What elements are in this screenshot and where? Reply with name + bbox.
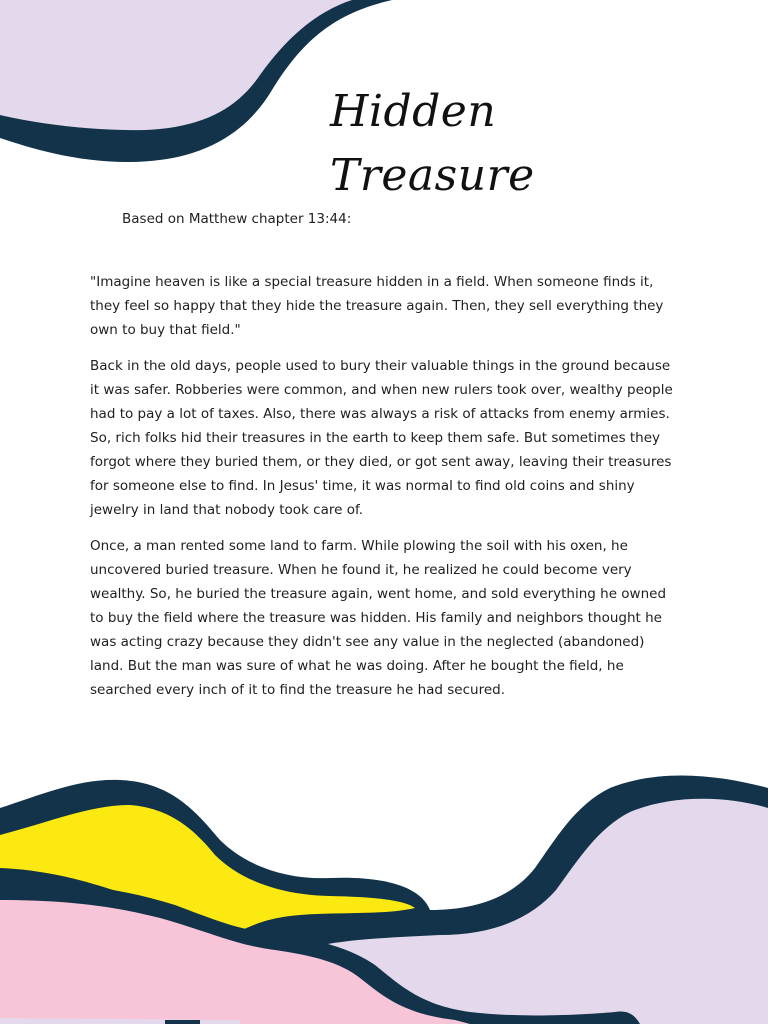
top-lavender-blob <box>0 0 352 130</box>
paragraph-history: Back in the old days, people used to bury their valuable things in the ground because it was safer. Robberies were common, and when new rulers took over, wealthy people had to pay a lot of taxes. Also, there was always a risk of attacks from enemy armies. So, rich folks hid their treasures in the earth to keep them safe. But sometimes they forgot where they buried them, or they died, or got sent away, leaving their treasures for someone else to find. In Jesus' time, it was normal to find old coins and shiny jewelry in land that nobody took care of. <box>90 358 673 518</box>
paragraph-quote: "Imagine heaven is like a special treasure hidden in a field. When someone finds it, they feel so happy that they hide the treasure again. Then, they sell everything they own to buy that field." <box>90 274 664 338</box>
bottom-navy-strip <box>165 1020 200 1024</box>
bottom-wave-decoration <box>0 770 768 1024</box>
page-title: Hidden Treasure <box>330 86 535 201</box>
paragraph-story: Once, a man rented some land to farm. While plowing the soil with his oxen, he uncovered buried treasure. When he found it, he realized he could become very wealthy. So, he buried the treasure again, went home, and sold everything he owned to buy the field where the treasure was hidden. His family and neighbors thought he was acting crazy because they didn't see any value in the neglected (abandoned) land. But the man was sure of what he was doing. After he bought the field, he searched every inch of it to find the treasure he had secured. <box>90 538 667 698</box>
body-text <box>90 270 682 714</box>
scripture-reference: Based on Matthew chapter 13:44: <box>122 211 352 227</box>
